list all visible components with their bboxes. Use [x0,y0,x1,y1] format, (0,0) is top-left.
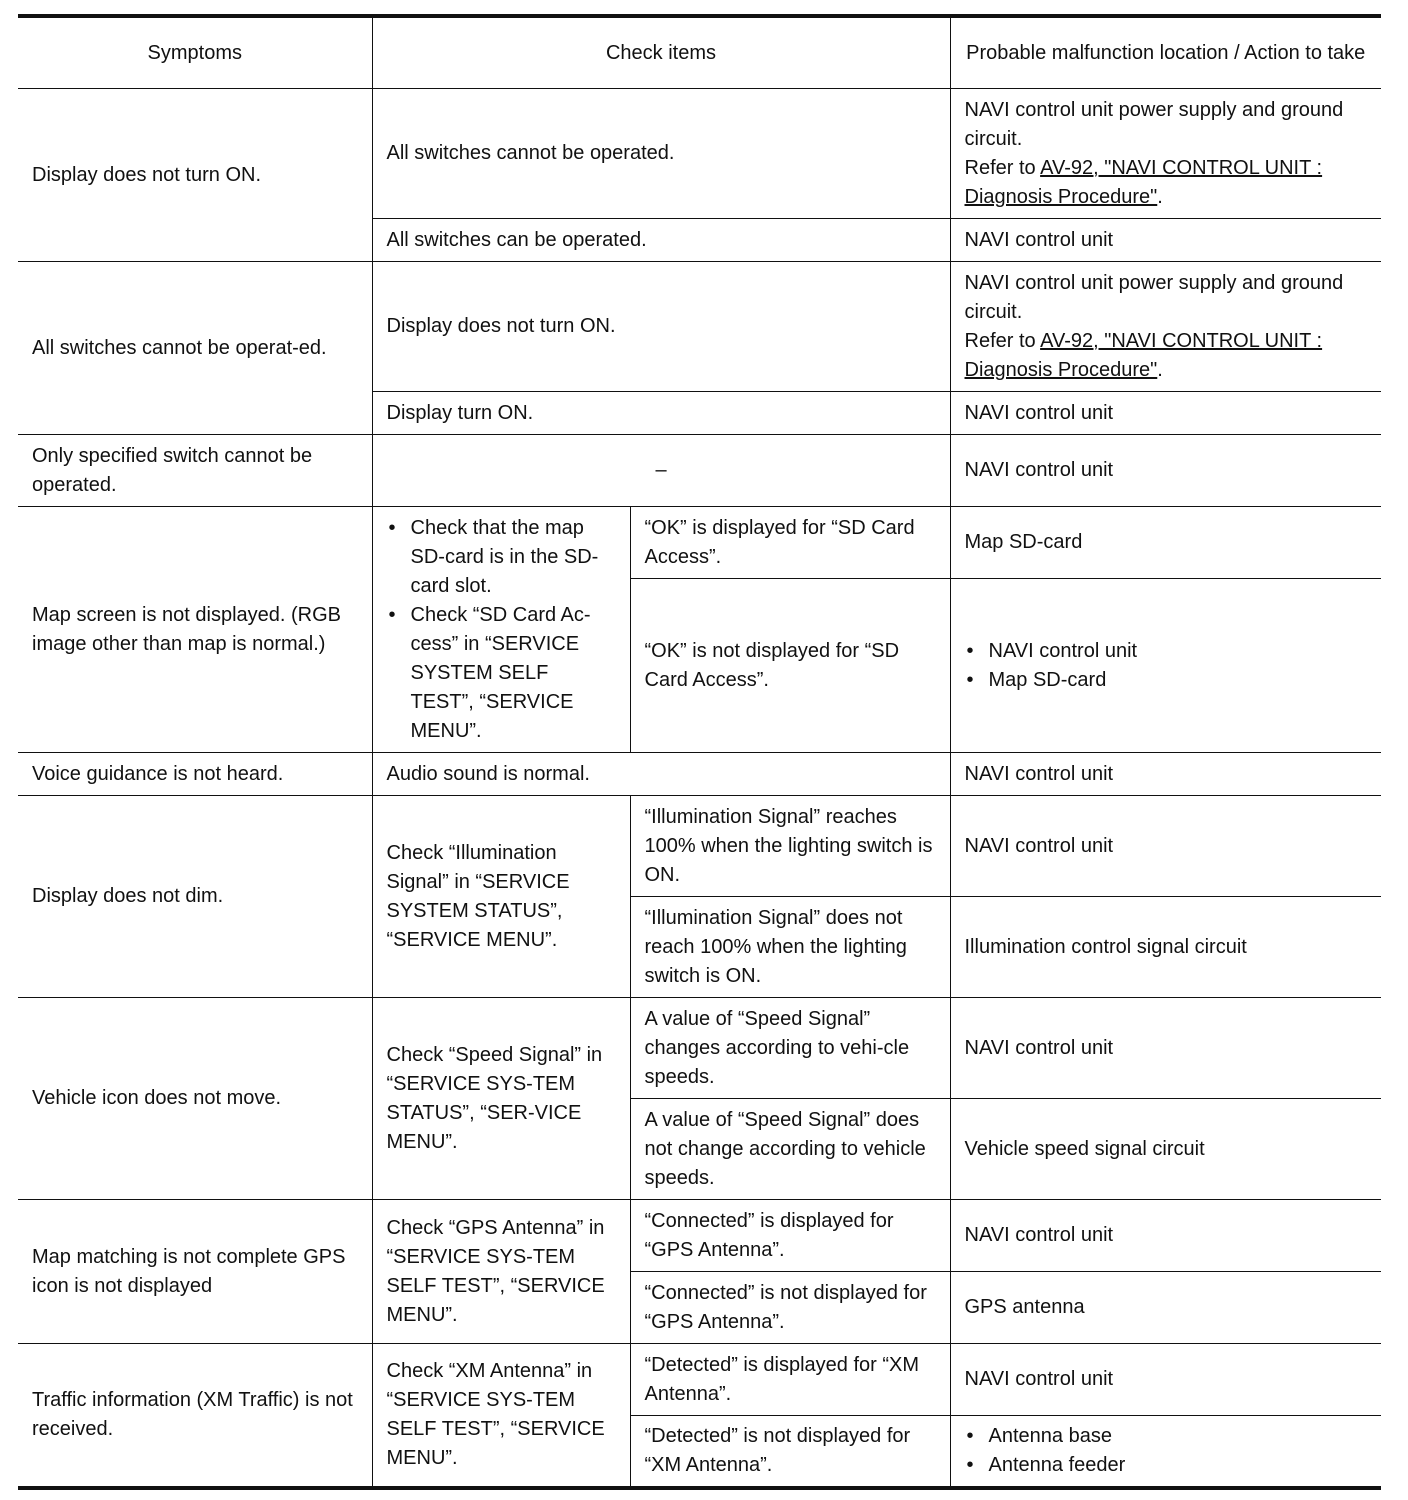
refer-to-text: Refer to [964,329,1041,352]
result-cell: “Connected” is not displayed for “GPS Antenna”. [630,1272,950,1344]
action-cell: Vehicle speed signal circuit [950,1099,1381,1200]
check-cell: Display turn ON. [372,392,950,435]
refer-to-text: Refer to [964,156,1041,179]
result-cell: A value of “Speed Signal” changes according to vehi-cle speeds. [630,998,950,1099]
symptom-cell: Display does not dim. [18,796,372,998]
list-item: • Check that the map SD-card is in the SD-card slot. [387,514,616,601]
action-cell: NAVI control unit [950,998,1381,1099]
table-header-row [18,16,1381,89]
check-cell: Audio sound is normal. [372,753,950,796]
table-row [18,753,1381,796]
result-cell: “Illumination Signal” does not reach 100% when the lighting switch is ON. [630,897,950,998]
action-cell: NAVI control unit [950,796,1381,897]
power-supply-text: NAVI control unit power supply and ground circuit. [964,98,1344,150]
header-symptoms: Symptoms [18,16,372,89]
symptom-cell: Voice guidance is not heard. [18,753,372,796]
action-cell [950,1416,1381,1488]
result-cell: “OK” is not displayed for “SD Card Access”. [630,579,950,753]
table-row [18,998,1381,1099]
symptom-cell: Map matching is not complete GPS icon is not displayed [18,1200,372,1344]
action-cell: NAVI control unit [950,392,1381,435]
action-cell: NAVI control unit [950,219,1381,262]
table-row [18,796,1381,897]
check-cell: All switches cannot be operated. [372,89,950,219]
table-row [18,262,1381,392]
check-cell: – [372,435,950,507]
power-supply-text: NAVI control unit power supply and ground circuit. [964,271,1344,323]
action-cell: NAVI control unit power supply and ground circuit. Refer to AV-92, "NAVI CONTROL UNIT : Diagnosis Procedure". [950,262,1381,392]
result-cell: “Illumination Signal” reaches 100% when the lighting switch is ON. [630,796,950,897]
action-cell: GPS antenna [950,1272,1381,1344]
check-cell: Check “Illumination Signal” in “SERVICE SYSTEM STATUS”, “SERVICE MENU”. [372,796,630,998]
table-row [18,435,1381,507]
symptom-diagnosis-table [18,14,1381,1490]
symptom-cell: Traffic information (XM Traffic) is not received. [18,1344,372,1488]
result-cell: “Detected” is not displayed for “XM Antenna”. [630,1416,950,1488]
list-item: • Antenna feeder [965,1451,1368,1480]
av-92-reference-link[interactable]: AV-92, "NAVI CONTROL UNIT : Diagnosis Procedure" [964,329,1323,381]
symptom-cell: Only specified switch cannot be operated. [18,435,372,507]
table-row [18,89,1381,219]
action-cell: NAVI control unit [950,1200,1381,1272]
table-row [18,1344,1381,1416]
check-cell: Check “GPS Antenna” in “SERVICE SYS-TEM SELF TEST”, “SERVICE MENU”. [372,1200,630,1344]
symptom-cell: Vehicle icon does not move. [18,998,372,1200]
list-item: • Map SD-card [965,666,1368,695]
action-cell: Map SD-card [950,507,1381,579]
action-cell: Illumination control signal circuit [950,897,1381,998]
result-cell: A value of “Speed Signal” does not change according to vehicle speeds. [630,1099,950,1200]
check-cell: All switches can be operated. [372,219,950,262]
list-item: • NAVI control unit [965,637,1368,666]
av-92-reference-link[interactable]: AV-92, "NAVI CONTROL UNIT : Diagnosis Procedure" [964,156,1323,208]
action-cell: NAVI control unit power supply and ground circuit. Refer to AV-92, "NAVI CONTROL UNIT : Diagnosis Procedure". [950,89,1381,219]
header-check-items: Check items [372,16,950,89]
action-bullet-list [965,1422,1368,1480]
check-cell: Check “Speed Signal” in “SERVICE SYS-TEM STATUS”, “SER-VICE MENU”. [372,998,630,1200]
result-cell: “OK” is displayed for “SD Card Access”. [630,507,950,579]
symptom-cell: Display does not turn ON. [18,89,372,262]
result-cell: “Detected” is displayed for “XM Antenna”. [630,1344,950,1416]
symptom-cell: Map screen is not displayed. (RGB image other than map is normal.) [18,507,372,753]
symptom-cell: All switches cannot be operat-ed. [18,262,372,435]
list-item: • Antenna base [965,1422,1368,1451]
result-cell: “Connected” is displayed for “GPS Antenna”. [630,1200,950,1272]
header-action: Probable malfunction location / Action to take [950,16,1381,89]
check-cell: Display does not turn ON. [372,262,950,392]
list-item: • Check “SD Card Ac-cess” in “SERVICE SYSTEM SELF TEST”, “SERVICE MENU”. [387,601,616,746]
table-row [18,1200,1381,1272]
action-bullet-list [965,637,1368,695]
table-row [18,507,1381,579]
check-bullet-list [387,514,616,746]
action-cell: NAVI control unit [950,1344,1381,1416]
diagnosis-table-container [18,14,1381,1490]
check-cell: Check “XM Antenna” in “SERVICE SYS-TEM SELF TEST”, “SERVICE MENU”. [372,1344,630,1488]
action-cell: NAVI control unit [950,753,1381,796]
action-cell: NAVI control unit [950,435,1381,507]
check-cell [372,507,630,753]
action-cell [950,579,1381,753]
